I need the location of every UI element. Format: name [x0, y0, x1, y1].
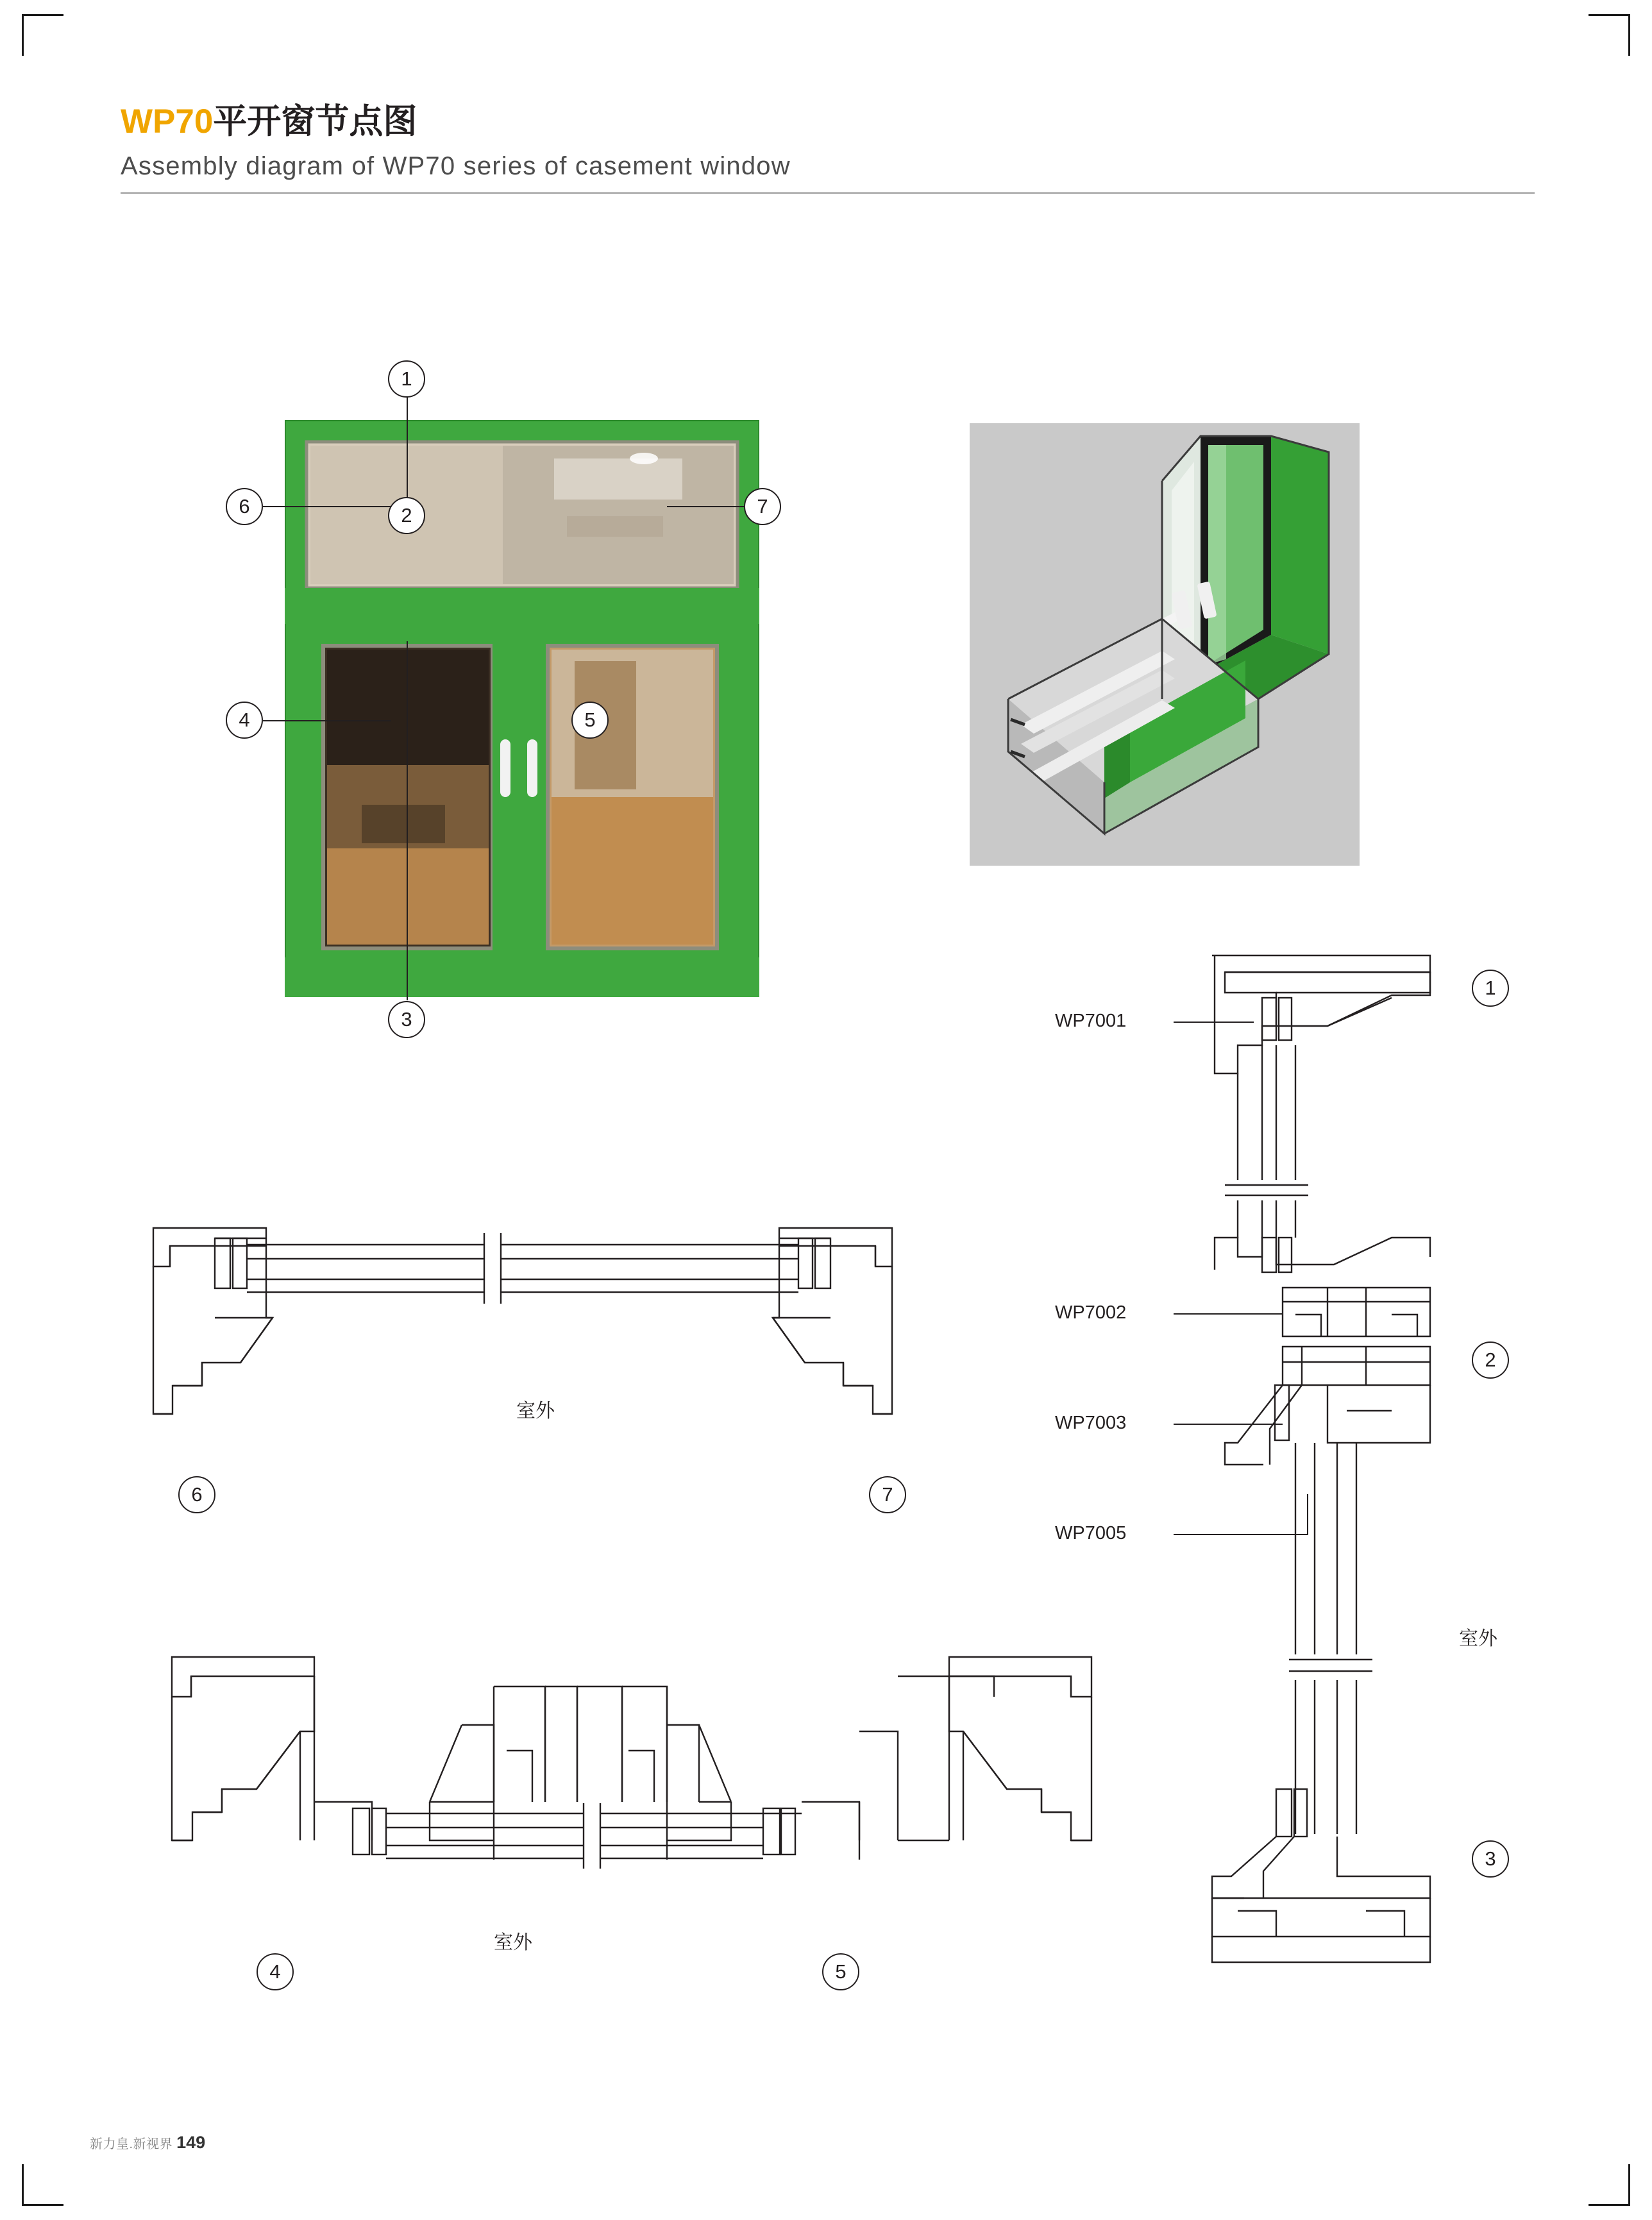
- leader-line-wp7005: [1174, 1534, 1308, 1535]
- vertical-section-drawing: [1199, 936, 1469, 1988]
- callout-marker-section-4: 4: [257, 1953, 294, 1990]
- callout-marker-section-5: 5: [822, 1953, 859, 1990]
- crop-mark-top-right: [1589, 14, 1630, 56]
- callout-marker-4: 4: [226, 702, 263, 739]
- crop-mark-bottom-left: [22, 2164, 63, 2206]
- callout-marker-7: 7: [744, 488, 781, 525]
- profile-label-wp7003: WP7003: [1055, 1413, 1127, 1433]
- profile-label-wp7005: WP7005: [1055, 1523, 1127, 1543]
- title-chinese-text: 平开窗节点图: [213, 103, 417, 140]
- outdoor-label-bottom-section: 室外: [494, 1932, 532, 1953]
- crop-mark-top-left: [22, 14, 63, 56]
- crop-mark-bottom-right: [1589, 2164, 1630, 2206]
- leader-line-wp7002: [1174, 1313, 1283, 1315]
- callout-marker-2: 2: [388, 497, 425, 534]
- leader-line-wp7003: [1174, 1424, 1283, 1425]
- outdoor-label-right: 室外: [1459, 1628, 1497, 1649]
- leader-line-3: [407, 641, 408, 1000]
- page-subtitle: Assembly diagram of WP70 series of casement window: [121, 152, 1535, 194]
- leader-line-wp7005-diagonal: [1307, 1494, 1308, 1535]
- callout-marker-section-7: 7: [869, 1476, 906, 1513]
- footer-brand-text: 新力皇.新视界: [90, 2137, 173, 2151]
- page-header: [121, 103, 1531, 194]
- callout-marker-section-1: 1: [1472, 970, 1509, 1007]
- profile-label-wp7001: WP7001: [1055, 1011, 1127, 1031]
- callout-marker-section-6: 6: [178, 1476, 215, 1513]
- callout-marker-section-3: 3: [1472, 1840, 1509, 1878]
- title-model-code: WP70: [121, 103, 214, 140]
- callout-marker-3: 3: [388, 1001, 425, 1038]
- page-footer: [90, 2133, 205, 2153]
- horizontal-section-drawing-bottom: [160, 1648, 1103, 1943]
- leader-line-wp7001: [1174, 1022, 1254, 1023]
- callout-marker-5: 5: [571, 702, 609, 739]
- leader-line-6: [263, 506, 404, 507]
- page-title: [121, 103, 1531, 142]
- profile-label-wp7002: WP7002: [1055, 1302, 1127, 1323]
- leader-line-1: [407, 385, 408, 500]
- outdoor-label-top-section: 室外: [516, 1400, 555, 1422]
- corner-section-render-photo: [970, 423, 1360, 866]
- leader-line-4: [263, 720, 391, 721]
- callout-marker-section-2: 2: [1472, 1341, 1509, 1379]
- callout-marker-6: 6: [226, 488, 263, 525]
- callout-marker-1: 1: [388, 360, 425, 398]
- footer-page-number: 149: [176, 2133, 206, 2152]
